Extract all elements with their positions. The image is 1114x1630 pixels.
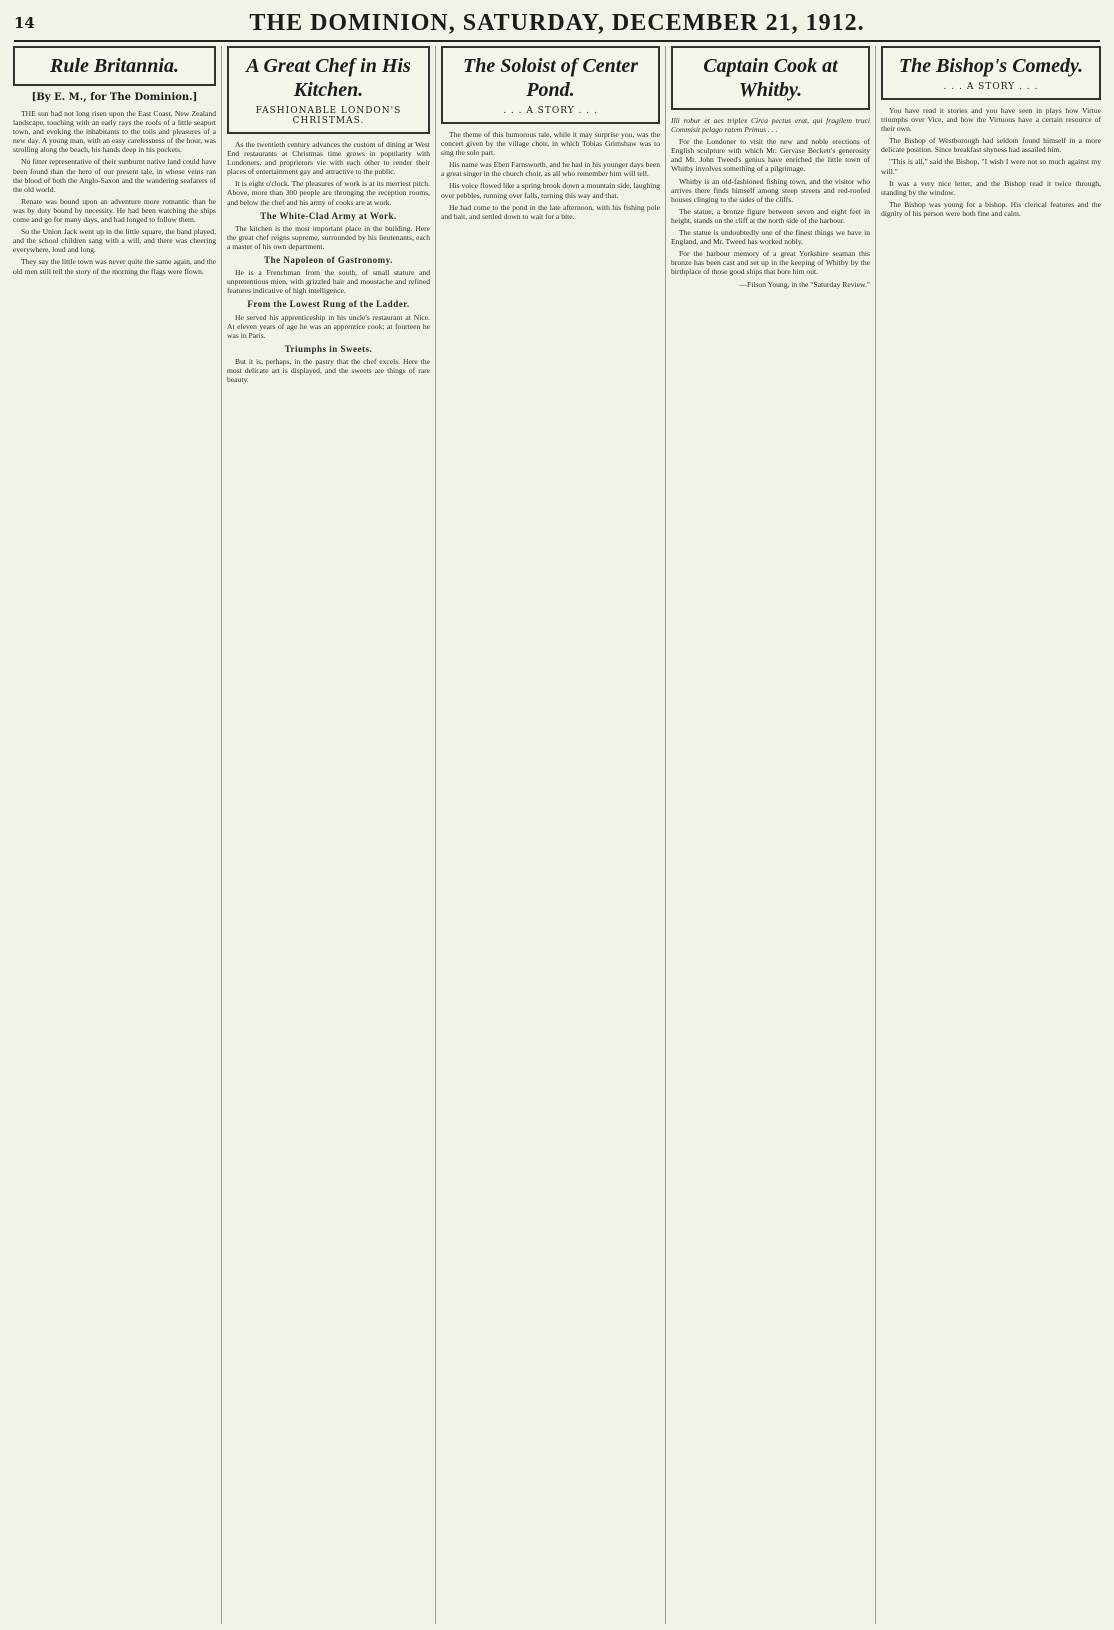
masthead: [14, 6, 1100, 42]
paragraph: No fitter representative of their sunburnt native land could have been found than the hero of our present tale, in whose veins ran the blood of both the Anglo-Saxon and the wandering seafarers of the old world.: [13, 157, 216, 194]
section-head: Triumphs in Sweets.: [284, 343, 373, 354]
headline: The Bishop's Comedy.: [898, 55, 1084, 77]
subhead: . . . A STORY . . .: [943, 82, 1039, 92]
paragraph: But it is, perhaps, in the pastry that the chef excels. Here the most delicate art is displayed, and the sweets are things of rare beauty.: [227, 356, 430, 385]
article-body: [881, 106, 1101, 218]
paragraph: Whitby is an old-fashioned fishing town, and the visitor who arrives there finds himself among steep streets and red-roofed houses clinging to the sides of the cliffs.: [671, 176, 870, 204]
page-number: 14: [14, 14, 35, 32]
headline: Rule Britannia.: [50, 55, 179, 77]
subhead: FASHIONABLE LONDON'S CHRISTMAS.: [255, 106, 402, 126]
column-captain-cook: [666, 46, 876, 1624]
paragraph: As the twentieth century advances the custom of dining at West End restaurants at Christmas time grows in popularity with Londoners, and proprietors vie with each other to render their places of entertainment gay and attractive to the public.: [227, 140, 430, 177]
paragraph: You have read it stories and you have seen in plays how Virtue triumphs over Vice, and how the Virtuous have a certain resource of their own.: [881, 106, 1101, 134]
article-body: [441, 130, 660, 221]
paragraph: The Bishop was young for a bishop. His clerical features and the dignity of his person were both fine and calm.: [881, 199, 1101, 218]
column-rule-britannia: [8, 46, 222, 1624]
latin-intro: Illi robur et aes triplex Circa pectus erat, qui fragilem truci Commisit pelago ratem Primus . . .: [671, 116, 870, 135]
section-head: The White-Clad Army at Work.: [260, 210, 397, 221]
headline: A Great Chef in His Kitchen.: [246, 55, 411, 101]
headline: The Soloist of Center Pond.: [462, 55, 638, 101]
paragraph: He served his apprenticeship in his uncle's restaurant at Nice. At eleven years of age he was an apprentice cook; at fourteen he was in Paris.: [227, 312, 430, 340]
paragraph: The statue is undoubtedly one of the finest things we have in England, and Mr. Tweed has worked nobly.: [671, 228, 870, 247]
article-body: [671, 116, 870, 289]
paragraph: His voice flowed like a spring brook down a mountain side, laughing over pebbles, running over falls, turning this way and that.: [441, 181, 660, 200]
paragraph: He had come to the pond in the late afternoon, with his fishing pole and bait, and settled down to wait for a bite.: [441, 202, 660, 221]
article-body: [13, 109, 216, 276]
paragraph: The Bishop of Westborough had seldom found himself in a more delicate position. Since breakfast shyness had assailed him.: [881, 136, 1101, 155]
paragraph: So the Union Jack went up in the little square, the band played, and the school children sang with a will, and there was cheering everywhere, loud and long.: [13, 227, 216, 255]
column-bishops-comedy: [876, 46, 1106, 1624]
paragraph: The statue, a bronze figure between seven and eight feet in height, stands on the cliff at the north side of the harbour.: [671, 206, 870, 225]
section-head: The Napoleon of Gastronomy.: [264, 255, 393, 266]
paragraph: The theme of this humorous tale, while it may surprise you, was the concert given by the village choir, in which Tobias Grimshaw was to sing the solo part.: [441, 130, 660, 158]
paragraph: For the harbour memory of a great Yorkshire seaman this bronze has been cast and set up in the keeping of Whitby by the birthplace of those good ships that bore him out.: [671, 249, 870, 277]
byline: [By E. M., for The Dominion.]: [31, 92, 198, 103]
paragraph: It was a very nice letter, and the Bishop read it twice through, standing by the window.: [881, 178, 1101, 197]
article-body: [227, 140, 430, 384]
headline-box: [881, 46, 1101, 100]
headline-box: [13, 46, 216, 86]
subhead: . . . A STORY . . .: [503, 106, 598, 116]
paragraph: For the Londoner to visit the new and noble erections of English sculpture with which Mr. Gervase Beckett's generosity and Mr. John Tweed's genius have enriched the little town of Whitby involves something of a pilgrimage.: [671, 137, 870, 174]
headline-box: [227, 46, 430, 134]
paragraph: It is eight o'clock. The pleasures of work is at its merriest pitch. Above, more than 300 people are thronging the reception rooms, and below the chef and his army of cooks are at work.: [227, 179, 430, 207]
paragraph: THE sun had not long risen upon the East Coast, New Zealand landscape, touching with an early rays the roofs of a little seaport town, and evoking the inhabitants to the toils and pleasures of a new day. A young man, with an easy carelessness of the hour, was strolling along the beach, his hands deep in his pockets.: [13, 109, 216, 155]
newspaper-title: THE DOMINION, SATURDAY, DECEMBER 21, 1912.: [249, 9, 865, 36]
paragraph: He is a Frenchman from the south, of small stature and unpretentious mien, with grizzled hair and moustache and refined features indicative of high intelligence.: [227, 268, 430, 296]
paragraph: Renate was bound upon an adventure more romantic than he was by duty bound by necessity. He had been watching the ships come and go for many days, and had longed to follow them.: [13, 196, 216, 225]
paragraph: His name was Eben Farnsworth, and he had in his younger days been a great singer in the church choir, as all who remember him will tell.: [441, 160, 660, 179]
column-great-chef: [222, 46, 436, 1624]
paragraph: The kitchen is the most important place in the building. Here the great chef reigns supreme, surrounded by his lieutenants, each a master of his own department.: [227, 223, 430, 251]
paragraph: They say the little town was never quite the same again, and the old men still tell the story of the morning the flags were flown.: [13, 257, 216, 276]
headline: Captain Cook at Whitby.: [703, 55, 838, 101]
headline-box: [671, 46, 870, 110]
paragraph: "This is all," said the Bishop, "I wish I were not so much against my will.": [881, 157, 1101, 176]
column-soloist: [436, 46, 666, 1624]
credit: —Filson Young, in the "Saturday Review.": [739, 279, 870, 289]
headline-box: [441, 46, 660, 124]
section-head: From the Lowest Rung of the Ladder.: [247, 299, 410, 310]
